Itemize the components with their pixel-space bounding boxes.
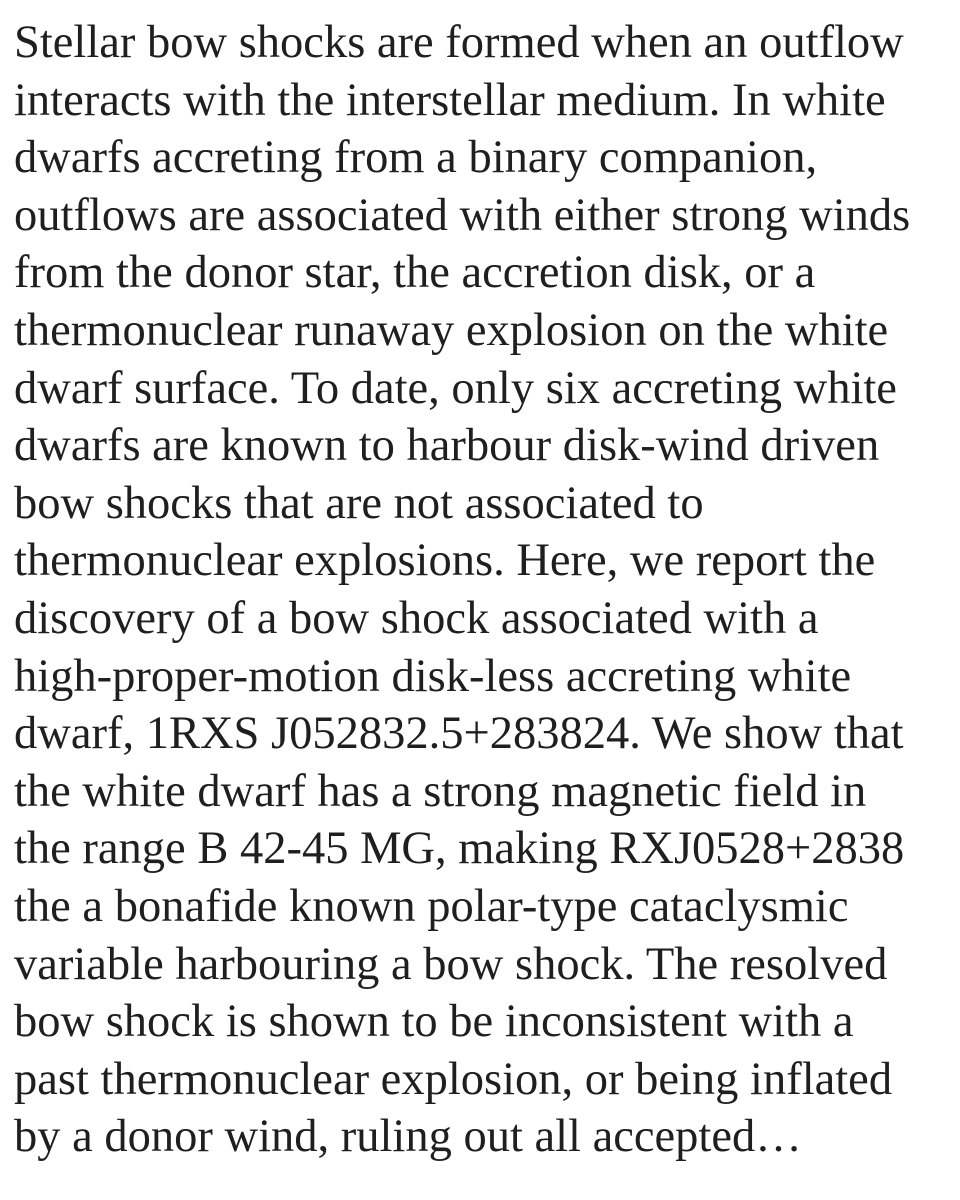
abstract-line: dwarfs are known to harbour disk-wind driven [14,420,880,472]
abstract-line: thermonuclear explosions. Here, we report the [14,535,876,587]
abstract-line: Stellar bow shocks are formed when an outflow [14,17,904,68]
abstract-line: from the donor star, the accretion disk, or a [14,247,816,299]
abstract-line: thermonuclear runaway explosion on the white [14,304,889,356]
abstract-line: variable harbouring a bow shock. The resolved [14,938,888,990]
abstract-line: bow shocks that are not associated to [14,477,704,529]
abstract-line: the range B 42-45 MG, making RXJ0528+2838 [14,823,905,875]
abstract-line: past thermonuclear explosion, or being inflated [14,1053,893,1105]
abstract-line: dwarf surface. To date, only six accreting white [14,362,897,414]
abstract-line: dwarf, 1RXS J052832.5+283824. We show that [14,708,904,760]
abstract-line: outflows are associated with either strong winds [14,189,911,241]
abstract-line: discovery of a bow shock associated with a [14,592,819,644]
abstract-line: dwarfs accreting from a binary companion, [14,132,818,184]
abstract-text [14,14,948,1166]
abstract-line: by a donor wind, ruling out all accepted… [14,1111,802,1163]
abstract-line: interacts with the interstellar medium. In white [14,74,886,126]
abstract-line: the white dwarf has a strong magnetic field in [14,765,867,817]
abstract-line: high-proper-motion disk-less accreting white [14,650,852,702]
abstract-line: the a bonafide known polar-type cataclysmic [14,880,849,932]
abstract-line: bow shock is shown to be inconsistent with a [14,996,854,1048]
